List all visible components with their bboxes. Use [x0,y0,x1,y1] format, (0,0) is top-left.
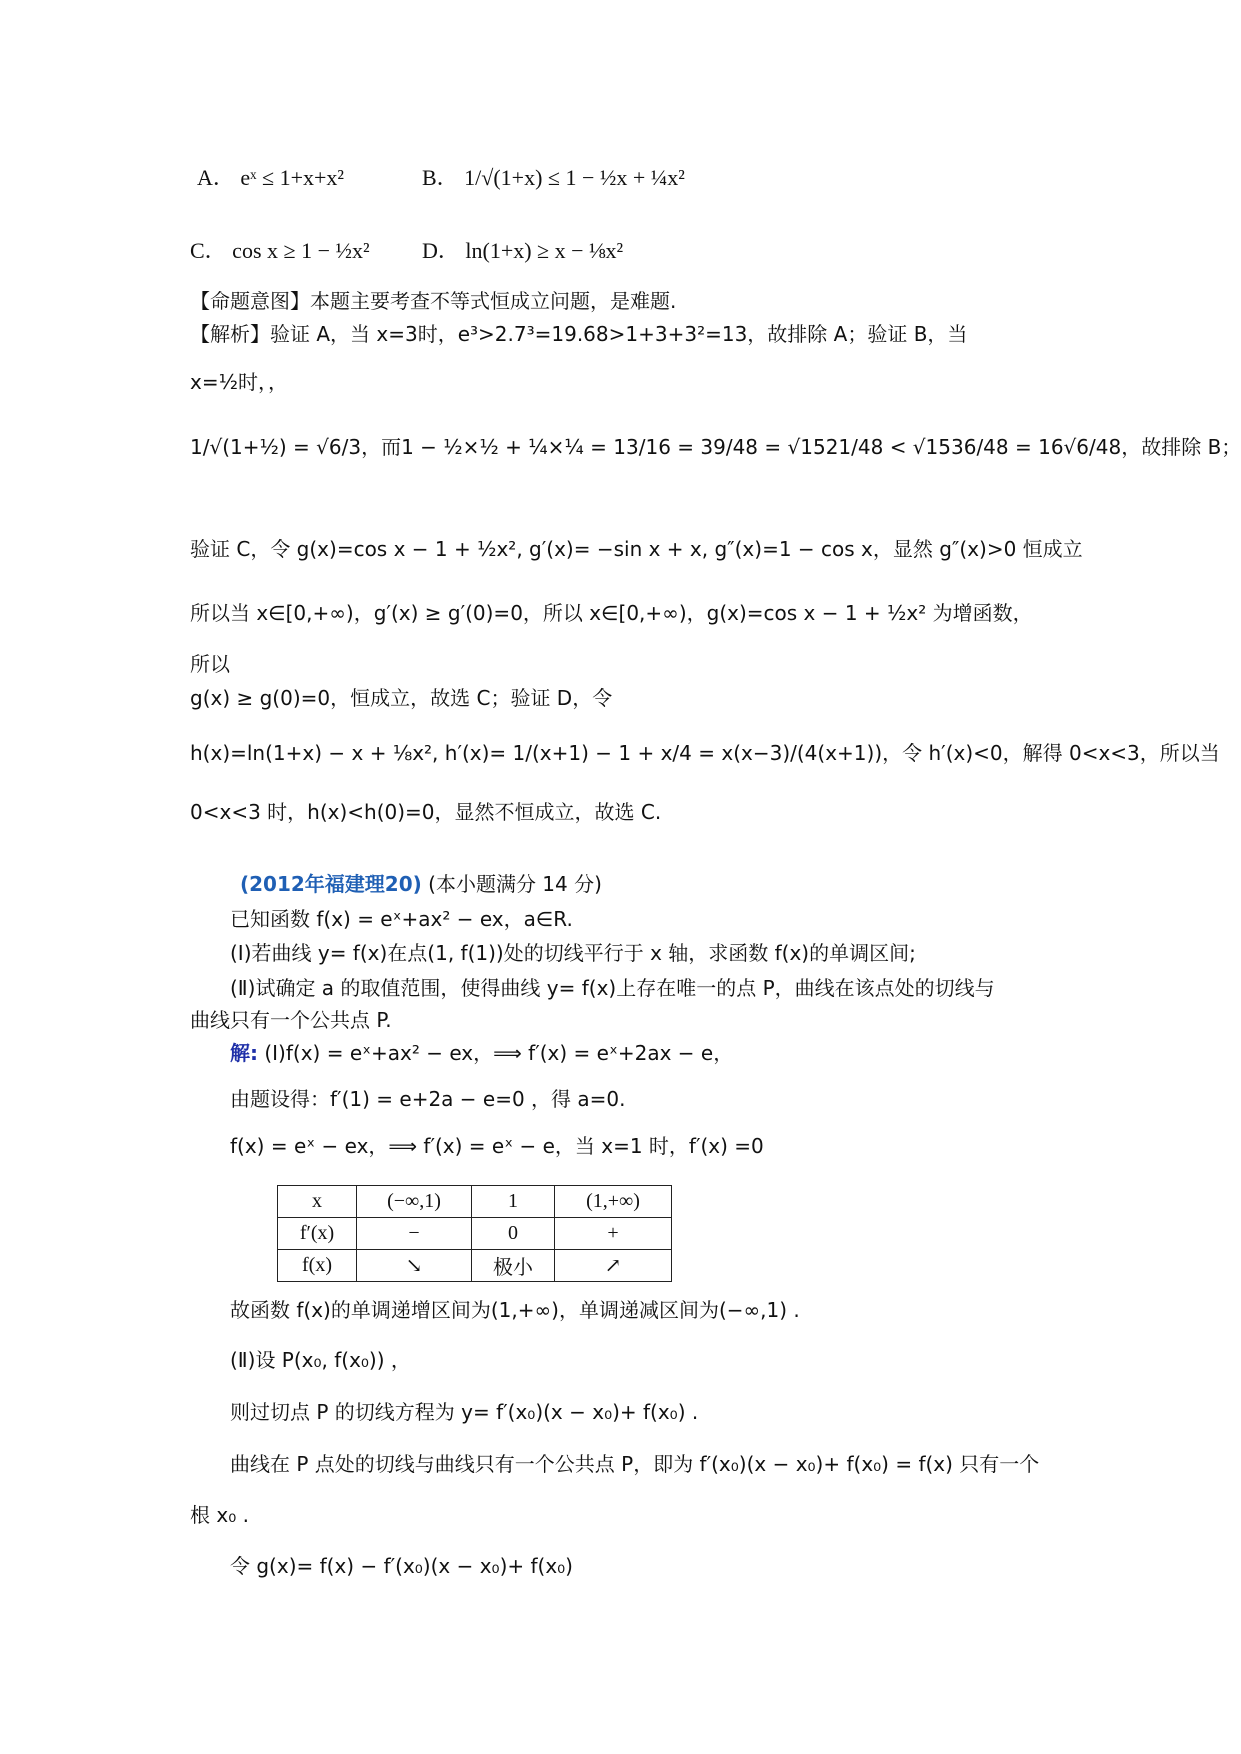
solution-line-2: 由题设得：f′(1) = e+2a − e=0 ，得 a=0. [230,1087,626,1111]
analysis-line-2: x=½时，， [190,370,288,394]
table-cell: x [278,1186,357,1218]
table-cell: (1,+∞) [555,1186,672,1218]
solution-step-1: (Ⅰ)f(x) = eˣ+ax² − ex，⟹ f′(x) = eˣ+2ax − e， [264,1041,734,1065]
analysis-line-5: 所以当 x∈[0,+∞)，g′(x) ≥ g′(0)=0，所以 x∈[0,+∞)，g(x)=cos x − 1 + ½x² 为增函数， [190,601,1033,625]
analysis-line-1: 【解析】验证 A，当 x=3时，e³>2.7³=19.68>1+3+3²=13，故排除 A；验证 B，当 [190,322,968,346]
solution-line-5: (Ⅱ)设 P(x₀, f(x₀)) ， [230,1348,411,1372]
option-d: D． ln(1+x) ≥ x − ⅛x² [422,238,624,263]
table-cell: 极小 [472,1250,555,1282]
option-b: B． 1/√(1+x) ≤ 1 − ½x + ¼x² [422,165,685,190]
table-cell: − [357,1218,472,1250]
solution-line-6: 则过切点 P 的切线方程为 y= f′(x₀)(x − x₀)+ f(x₀) . [230,1400,699,1424]
solution-line-1 [230,1041,733,1065]
option-a: A． eˣ ≤ 1+x+x² [197,165,344,190]
solution-label: 解: [230,1041,258,1065]
analysis-line-7: g(x) ≥ g(0)=0，恒成立，故选 C；验证 D，令 [190,686,613,710]
table-cell: 0 [472,1218,555,1250]
table-cell: + [555,1218,672,1250]
solution-line-4: 故函数 f(x)的单调递增区间为(1,+∞)，单调递减区间为(−∞,1) . [230,1298,800,1322]
monotonicity-table [277,1185,672,1282]
option-c: C． cos x ≥ 1 − ½x² [190,238,370,263]
problem-given: 已知函数 f(x) = eˣ+ax² − ex，a∈R. [230,907,573,931]
problem-part-2b: 曲线只有一个公共点 P. [190,1008,392,1032]
table-cell: ↗ [555,1250,672,1282]
problem-source: (2012年福建理20) [240,872,422,896]
intent-line: 【命题意图】本题主要考查不等式恒成立问题，是难题. [190,289,677,313]
problem-part-1: (Ⅰ)若曲线 y= f(x)在点(1, f(1))处的切线平行于 x 轴，求函数 f(x)的单调区间; [230,941,916,965]
analysis-line-6: 所以 [190,652,230,676]
solution-line-8: 根 x₀ . [190,1503,249,1527]
solution-line-3: f(x) = eˣ − ex，⟹ f′(x) = eˣ − e，当 x=1 时，f′(x) =0 [230,1134,764,1158]
table-row [278,1186,672,1218]
table-cell: ↘ [357,1250,472,1282]
solution-line-9: 令 g(x)= f(x) − f′(x₀)(x − x₀)+ f(x₀) [230,1554,573,1578]
table-row [278,1218,672,1250]
table-cell: f(x) [278,1250,357,1282]
table-cell: (−∞,1) [357,1186,472,1218]
analysis-line-3: 1/√(1+½) = √6/3，而1 − ½×½ + ¼×¼ = 13/16 = 39/48 = √1521/48 < √1536/48 = 16√6/48，故排除 B； [190,435,1241,459]
analysis-line-9: 0<x<3 时，h(x)<h(0)=0，显然不恒成立，故选 C. [190,800,662,824]
problem-score: (本小题满分 14 分) [428,872,602,896]
problem-part-2a: (Ⅱ)试确定 a 的取值范围，使得曲线 y= f(x)上存在唯一的点 P，曲线在该点处的切线与 [230,976,995,1000]
table-cell: 1 [472,1186,555,1218]
analysis-line-4: 验证 C，令 g(x)=cos x − 1 + ½x², g′(x)= −sin x + x, g″(x)=1 − cos x，显然 g″(x)>0 恒成立 [190,537,1083,561]
solution-line-7: 曲线在 P 点处的切线与曲线只有一个公共点 P，即为 f′(x₀)(x − x₀)+ f(x₀) = f(x) 只有一个 [230,1452,1040,1476]
analysis-line-8: h(x)=ln(1+x) − x + ⅛x², h′(x)= 1/(x+1) − 1 + x/4 = x(x−3)/(4(x+1))，令 h′(x)<0，解得 0<x<3，所以当 [190,741,1220,765]
problem-header [240,872,602,896]
table-row [278,1250,672,1282]
table-cell: f′(x) [278,1218,357,1250]
